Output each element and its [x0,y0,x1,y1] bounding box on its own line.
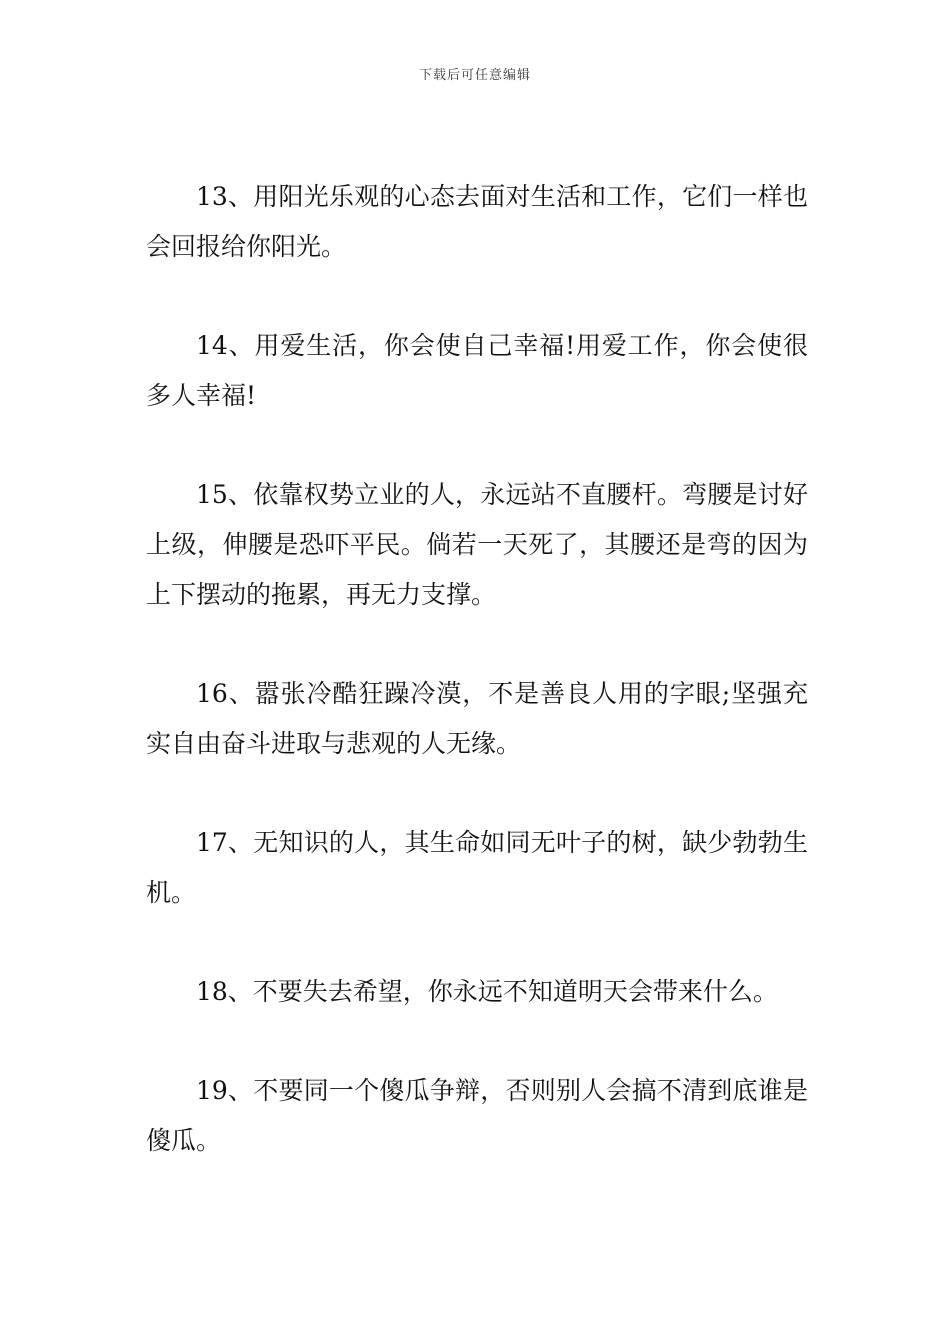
paragraph-15: 15、依靠权势立业的人，永远站不直腰杆。弯腰是讨好上级，伸腰是恐吓平民。倘若一天死了，其腰还是弯的因为上下摆动的拖累，再无力支撑。 [146,480,808,609]
document-body [146,172,808,1215]
paragraph-13: 13、用阳光乐观的心态去面对生活和工作，它们一样也会回报给你阳光。 [146,182,808,261]
paragraph-16: 16、嚣张冷酷狂躁冷漠，不是善良人用的字眼;坚强充实自由奋斗进取与悲观的人无缘。 [146,679,808,758]
paragraph-18: 18、不要失去希望，你永远不知道明天会带来什么。 [196,977,778,1006]
paragraph-19: 19、不要同一个傻瓜争辩，否则别人会搞不清到底谁是傻瓜。 [146,1076,808,1155]
paragraph-17: 17、无知识的人，其生命如同无叶子的树，缺少勃勃生机。 [146,828,808,907]
paragraph-14: 14、用爱生活，你会使自己幸福!用爱工作，你会使很多人幸福! [146,331,808,410]
page-header: 下载后可任意编辑 [418,68,531,83]
